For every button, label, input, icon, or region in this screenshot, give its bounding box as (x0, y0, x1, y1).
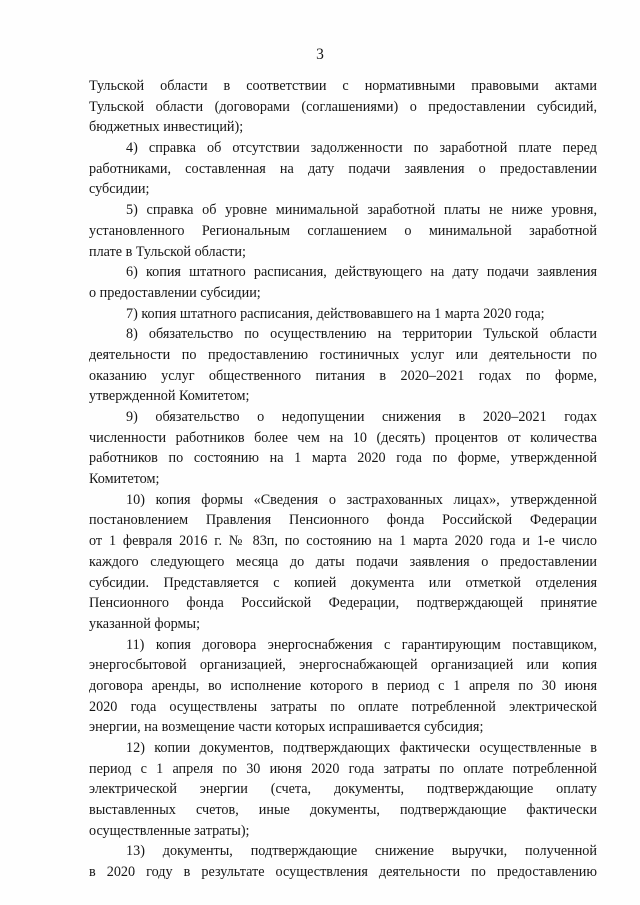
text-line: оказанию услуг общественного питания в 2020–2021 годах по форме, (89, 367, 597, 384)
list-item-13: 13) документы, подтверждающие снижение выручки, полученной (126, 843, 597, 860)
text-line: работниками, составленная на дату подачи заявления о предоставлении (89, 160, 597, 177)
text-line: договора аренды, во исполнение которого в период с 1 апреля по 30 июня (89, 677, 597, 694)
text-line: Тульской области (договорами (соглашениями) о предоставлении субсидий, (89, 98, 597, 115)
text-line: электрической энергии (счета, документы, подтверждающие оплату (89, 781, 597, 798)
list-item-5: 5) справка об уровне минимальной заработной платы не ниже уровня, (126, 202, 597, 219)
text-line: энергосбытовой организацией, энергоснабжающей организацией или копия (89, 657, 597, 674)
list-item-4: 4) справка об отсутствии задолженности по заработной плате перед (126, 140, 597, 157)
list-item-7: 7) копия штатного расписания, действовавшего на 1 марта 2020 года; (126, 305, 545, 322)
text-line: субсидии. Представляется с копией документа или отметкой отделения (89, 574, 597, 591)
text-line: 2020 года осуществлены затраты по оплате потребленной электрической (89, 698, 597, 715)
list-item-10: 10) копия формы «Сведения о застрахованных лицах», утвержденной (126, 491, 597, 508)
text-line: постановлением Правления Пенсионного фонда Российской Федерации (89, 512, 597, 529)
text-line: выставленных счетов, иные документы, подтверждающие фактически (89, 802, 597, 819)
text-line: субсидии; (89, 181, 150, 198)
text-line: утвержденной Комитетом; (89, 388, 250, 405)
text-line: бюджетных инвестиций); (89, 119, 244, 136)
text-line: Комитетом; (89, 471, 160, 488)
text-line: период с 1 апреля по 30 июня 2020 года затраты по оплате потребленной (89, 760, 597, 777)
list-item-9: 9) обязательство о недопущении снижения в 2020–2021 годах (126, 409, 597, 425)
text-line: численности работников более чем на 10 (десять) процентов от количества (89, 429, 597, 446)
text-line: энергии, на возмещение части которых испрашивается субсидия; (89, 719, 484, 736)
text-line: работников по состоянию на 1 марта 2020 года по форме, утвержденной (89, 450, 597, 467)
text-line: указанной формы; (89, 615, 201, 632)
text-line: плате в Тульской области; (89, 243, 246, 260)
text-line: Тульской области в соответствии с нормативными правовыми актами (89, 78, 597, 94)
text-line: установленного Региональным соглашением о минимальной заработной (89, 222, 597, 239)
document-body (89, 76, 597, 883)
page-number: 3 (316, 46, 324, 63)
text-line: о предоставлении субсидии; (89, 284, 261, 301)
list-item-12: 12) копии документов, подтверждающих фактически осуществленные в (126, 740, 597, 756)
text-line: каждого следующего месяца до даты подачи заявления о предоставлении (89, 553, 597, 570)
list-item-11: 11) копия договора энергоснабжения с гарантирующим поставщиком, (126, 636, 597, 653)
text-line: деятельности по предоставлению гостиничных услуг или деятельности по (89, 346, 597, 363)
list-item-8: 8) обязательство по осуществлению на территории Тульской области (126, 326, 597, 343)
text-line: в 2020 году в результате осуществления деятельности по предоставлению (89, 864, 597, 881)
text-line: Пенсионного фонда Российской Федерации, подтверждающей принятие (89, 595, 597, 612)
text-line: от 1 февраля 2016 г. № 83п, по состоянию на 1 марта 2020 года и 1-е число (89, 533, 597, 550)
list-item-6: 6) копия штатного расписания, действующего на дату подачи заявления (126, 264, 597, 281)
text-line: осуществленные затраты); (89, 822, 250, 839)
